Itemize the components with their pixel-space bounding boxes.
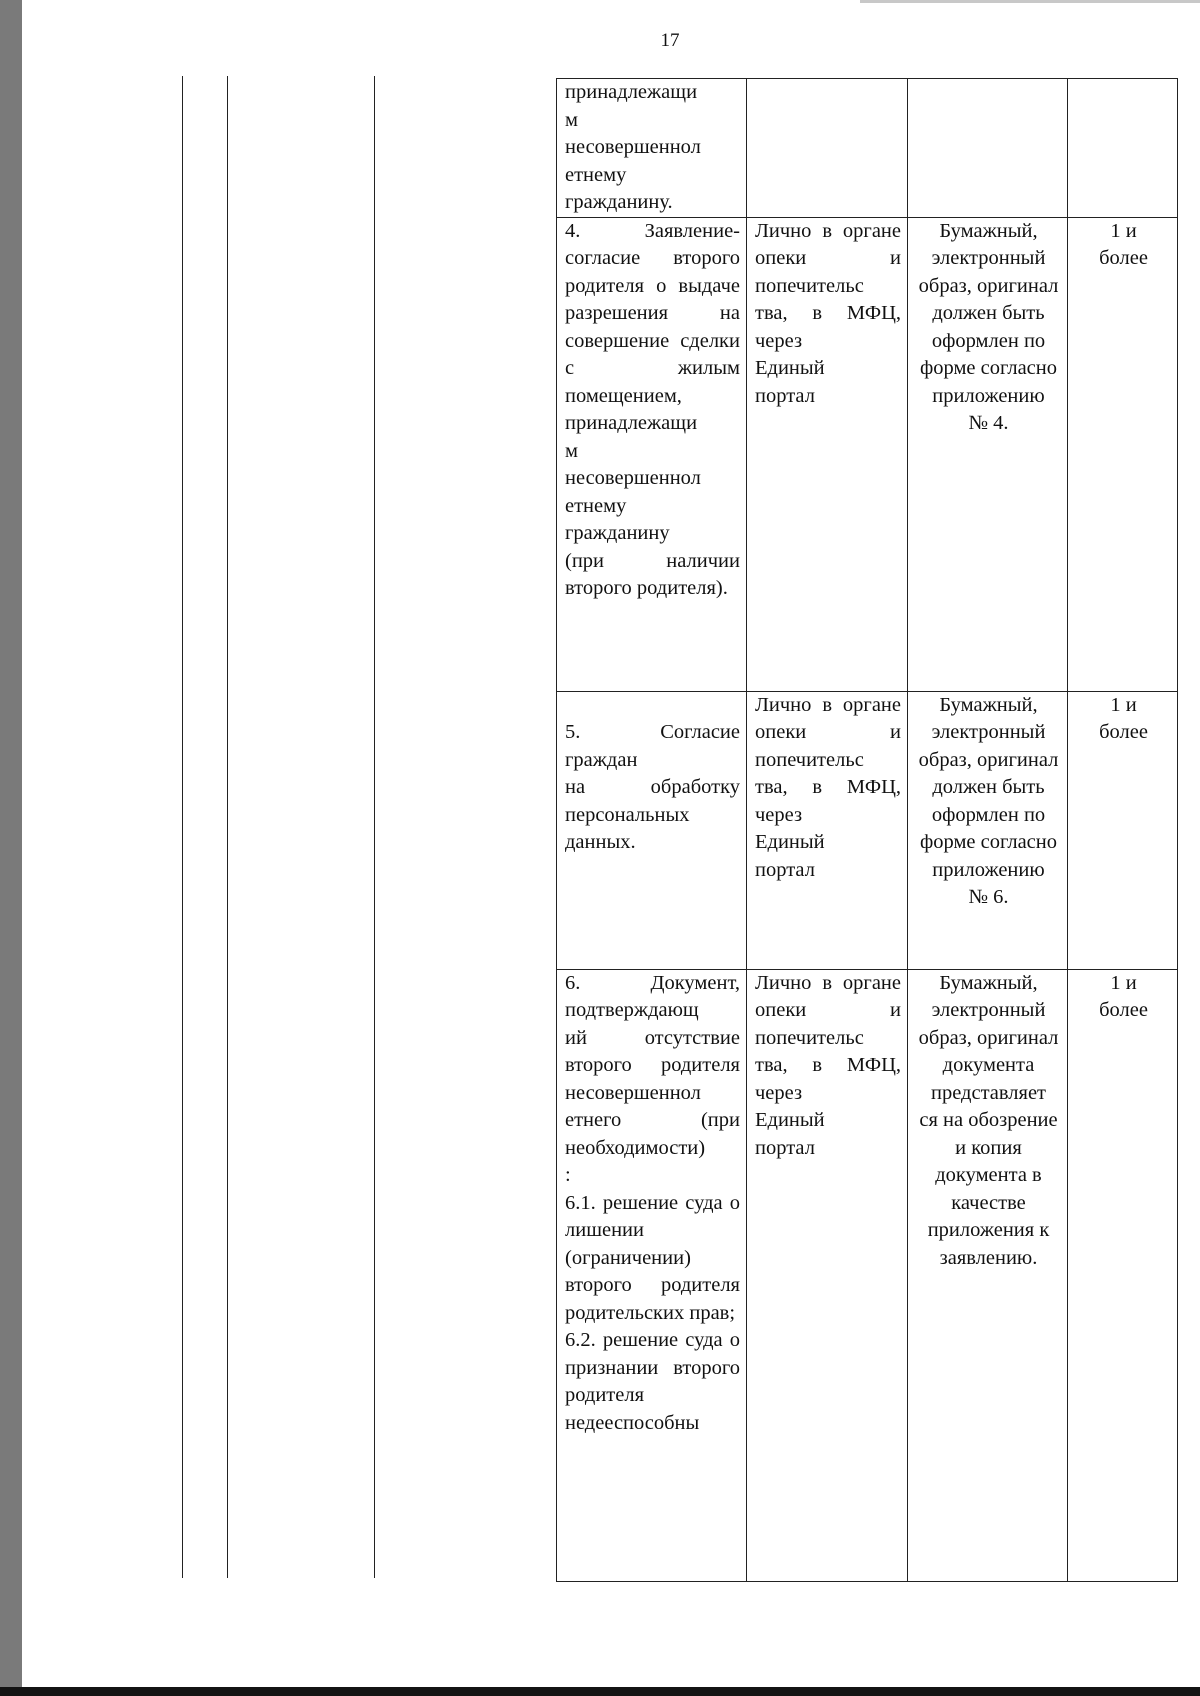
document-form-cell: Бумажный, электронный образ, оригинал документа представляет ся на обозрение и копия документа в качестве приложения к заявлению. (908, 969, 1068, 1581)
submission-method-cell: Лично в органе опеки и попечительс тва, в МФЦ, через Единый портал (747, 691, 908, 969)
copies-count-cell: 1 и более (1068, 217, 1178, 691)
submission-method-cell (747, 79, 908, 218)
document-form-cell: Бумажный, электронный образ, оригинал должен быть оформлен по форме согласно приложению № 6. (908, 691, 1068, 969)
copies-count-cell: 1 и более (1068, 969, 1178, 1581)
left-column-line-3 (374, 76, 375, 1578)
table-row (557, 691, 1178, 969)
table-row (557, 217, 1178, 691)
submission-method-cell: Лично в органе опеки и попечительс тва, в МФЦ, через Единый портал (747, 217, 908, 691)
document-cell: 4. Заявление-согласие второго родителя о выдаче разрешения на совершение сделки с жилым помещением, принадлежащи м несовершеннол етнему гражданину (при наличии второго родителя). (557, 217, 747, 691)
page-number: 17 (660, 30, 680, 51)
copies-count-cell (1068, 79, 1178, 218)
copies-count-cell: 1 и более (1068, 691, 1178, 969)
document-cell: 5. Согласие граждан на обработку персональных данных. (557, 691, 747, 969)
document-cell: принадлежащи м несовершеннол етнему гражданину. (557, 79, 747, 218)
document-cell: 6. Документ, подтверждающ ий отсутствие второго родителя несовершеннол етнего (при необходимости) : 6.1. решение суда о лишении (ограничении) второго родителя родительских прав; 6.2. решение суда о признании второго родителя недееспособны (557, 969, 747, 1581)
scan-left-margin (0, 0, 22, 1696)
submission-method-cell: Лично в органе опеки и попечительс тва, в МФЦ, через Единый портал (747, 969, 908, 1581)
left-column-line-2 (227, 76, 228, 1578)
scan-bottom-edge (0, 1687, 1200, 1696)
left-column-line-1 (182, 76, 183, 1578)
scan-top-edge (860, 0, 1200, 3)
documents-table (556, 78, 1178, 1582)
table-row (557, 969, 1178, 1581)
table-row (557, 79, 1178, 218)
document-form-cell: Бумажный, электронный образ, оригинал должен быть оформлен по форме согласно приложению № 4. (908, 217, 1068, 691)
document-form-cell (908, 79, 1068, 218)
